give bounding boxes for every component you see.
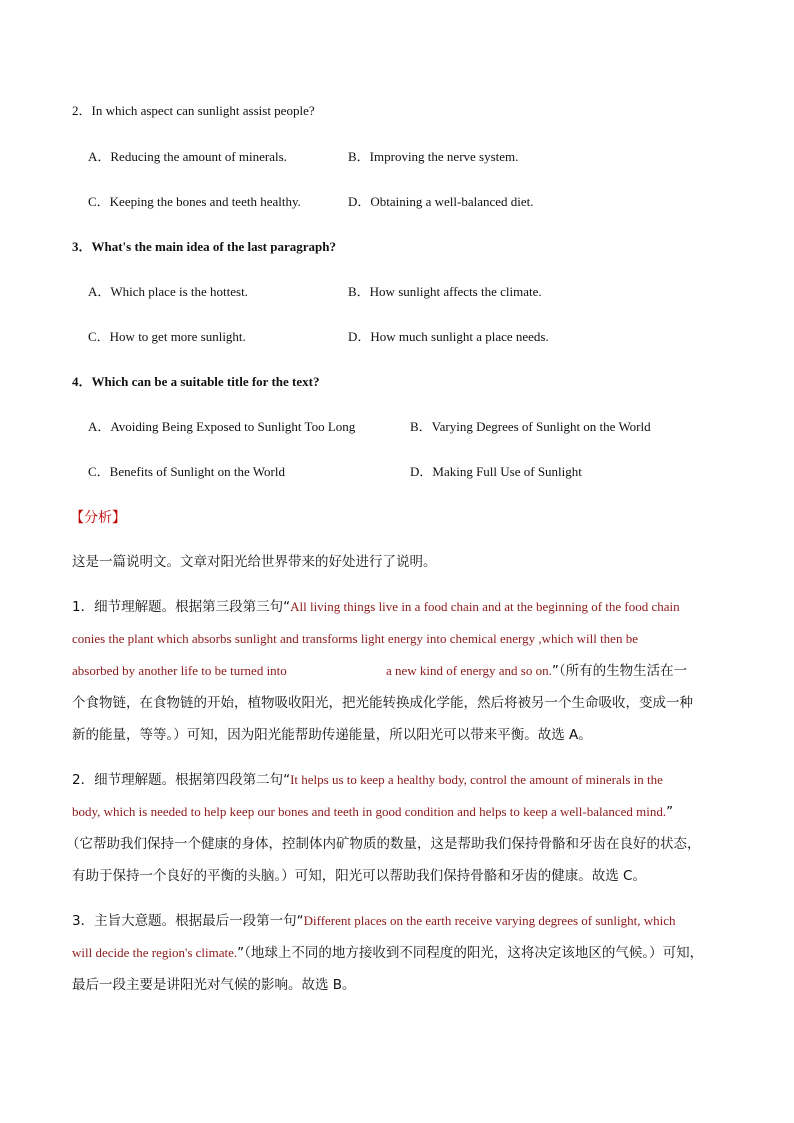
analysis-p1-line5: 新的能量，等等。）可知，因为阳光能帮助传递能量，所以阳光可以带来平衡。故选 A。: [72, 727, 592, 743]
analysis-p3-line1-zh: 3．主旨大意题。根据最后一段第一句“: [72, 913, 304, 929]
analysis-p2-line1-en: It helps us to keep a healthy body, control the amount of minerals in the: [290, 772, 663, 787]
analysis-p2-line2-en: body, which is needed to help keep our bones and teeth in good condition and helps to keep a well-balanced mind.: [72, 804, 667, 819]
question-3-option-c: C．How to get more sunlight.: [88, 329, 246, 344]
analysis-p1-line1: [72, 598, 680, 616]
question-3-option-d: D．How much sunlight a place needs.: [348, 329, 549, 344]
analysis-p2-line4: 有助于保持一个良好的平衡的头脑。）可知，阳光可以帮助我们保持骨骼和牙齿的健康。故选 C。: [72, 868, 646, 884]
analysis-p3-line1: [72, 912, 676, 930]
question-3-option-b: B．How sunlight affects the climate.: [348, 284, 542, 299]
analysis-p3-line1-en: Different places on the earth receive varying degrees of sunlight, which: [303, 913, 676, 928]
question-4-option-b: B．Varying Degrees of Sunlight on the World: [410, 419, 651, 434]
analysis-p1-line2-en: conies the plant which absorbs sunlight and transforms light energy into chemical energy ,which will then be: [72, 631, 638, 646]
question-4-option-d: D．Making Full Use of Sunlight: [410, 464, 582, 479]
question-4-option-c: C．Benefits of Sunlight on the World: [88, 464, 285, 479]
question-2-option-c: C．Keeping the bones and teeth healthy.: [88, 194, 301, 209]
question-4-option-a: A．Avoiding Being Exposed to Sunlight Too Long: [88, 419, 356, 434]
question-2-stem: 2．In which aspect can sunlight assist people?: [72, 103, 315, 118]
analysis-p2-line1: [72, 771, 663, 789]
analysis-p1-line3-en-a: absorbed by another life to be turned into: [72, 663, 287, 678]
analysis-p2-line2-zh: ”: [666, 804, 674, 820]
analysis-p1-line4: 个食物链，在食物链的开始，植物吸收阳光，把光能转换成化学能，然后将被另一个生命吸收，变成一种: [72, 695, 693, 711]
question-4-stem: 4．Which can be a suitable title for the text?: [72, 374, 320, 389]
analysis-p2-line2: [72, 803, 673, 821]
analysis-p1-line1-zh: 1．细节理解题。根据第三段第三句“: [72, 599, 291, 615]
analysis-p2-line3: （它帮助我们保持一个健康的身体，控制体内矿物质的数量，这是帮助我们保持骨骼和牙齿在良好的状态，: [66, 836, 701, 852]
question-3-stem: 3．What's the main idea of the last paragraph?: [72, 239, 336, 254]
analysis-p3-line2-zh: ”（地球上不同的地方接收到不同程度的阳光，这将决定该地区的气候。）可知，: [237, 945, 704, 961]
question-2-option-d: D．Obtaining a well-balanced diet.: [348, 194, 534, 209]
analysis-p1-line3-zh: ”（所有的生物生活在一: [551, 663, 688, 679]
analysis-p1-line3-en-b: a new kind of energy and so on.: [386, 663, 552, 678]
analysis-p1-line2: [72, 630, 638, 648]
analysis-p1-line1-en: All living things live in a food chain and at the beginning of the food chain: [290, 599, 680, 614]
question-3-option-a: A．Which place is the hottest.: [88, 284, 248, 299]
analysis-p1-line3b: [386, 662, 687, 680]
analysis-intro: 这是一篇说明文。文章对阳光给世界带来的好处进行了说明。: [72, 554, 437, 570]
analysis-p1-line3: [72, 662, 287, 680]
analysis-heading: 【分析】: [70, 510, 126, 526]
analysis-p3-line2: [72, 944, 703, 962]
question-2-option-a: A．Reducing the amount of minerals.: [88, 149, 287, 164]
question-2-option-b: B．Improving the nerve system.: [348, 149, 519, 164]
analysis-p3-line2-en: will decide the region's climate.: [72, 945, 238, 960]
analysis-p3-line3: 最后一段主要是讲阳光对气候的影响。故选 B。: [72, 977, 356, 993]
analysis-p2-line1-zh: 2．细节理解题。根据第四段第二句“: [72, 772, 291, 788]
